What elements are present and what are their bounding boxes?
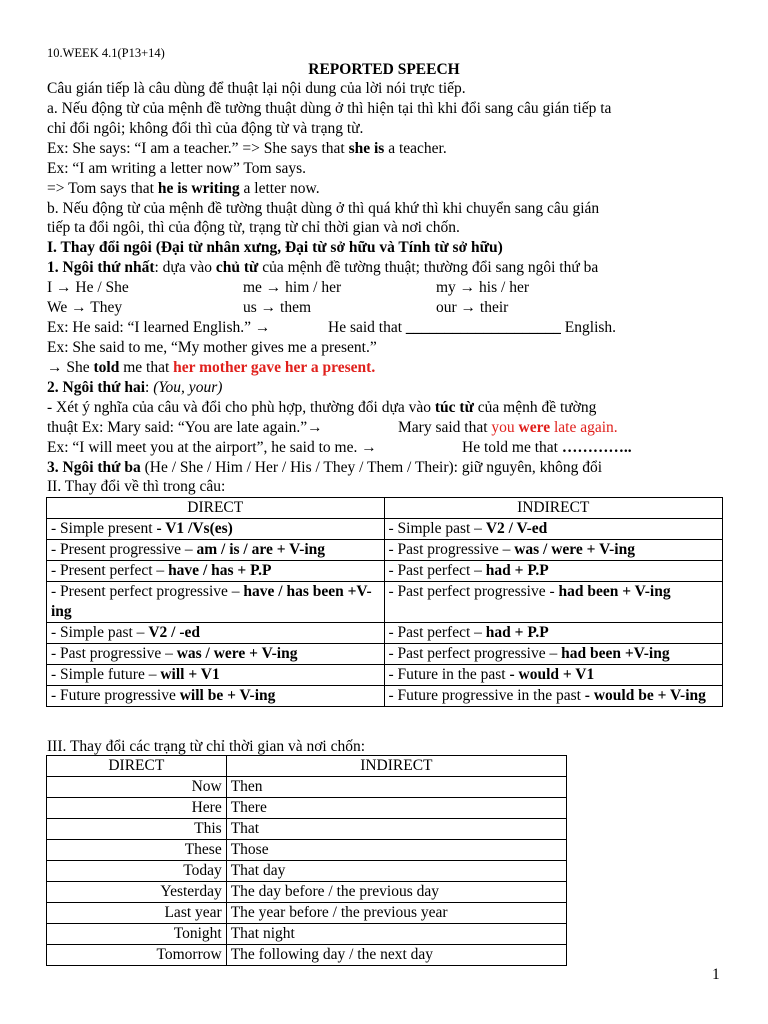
table-row: - Simple present - V1 /Vs(es) - Simple past – V2 / V-ed bbox=[47, 519, 723, 540]
table-row: - Simple future – will + V1 - Future in the past - would + V1 bbox=[47, 665, 723, 686]
pronoun-1c: my → his / her bbox=[436, 279, 529, 296]
pronoun-2b: us → them bbox=[243, 299, 312, 316]
table-row: These Those bbox=[47, 840, 567, 861]
exercise-2-answer: → She told me that her mother gave her a present. bbox=[47, 359, 376, 376]
second-person-example: thuật Ex: Mary said: “You are late again.”→ bbox=[47, 419, 323, 436]
example-2: Ex: “I am writing a letter now” Tom says. bbox=[47, 160, 307, 177]
table-row: Today That day bbox=[47, 861, 567, 882]
table-row: Tonight That night bbox=[47, 924, 567, 945]
direct-header: DIRECT bbox=[47, 498, 385, 519]
pronoun-1b: me → him / her bbox=[243, 279, 342, 296]
intro-line-1: Câu gián tiếp là câu dùng để thuật lại nội dung của lời nói trực tiếp. bbox=[47, 80, 466, 97]
adverb-table bbox=[46, 755, 567, 966]
indirect-header: INDIRECT bbox=[384, 498, 723, 519]
exercise-2: Ex: She said to me, “My mother gives me a present.” bbox=[47, 339, 377, 356]
exercise-1: Ex: He said: “I learned English.” → bbox=[47, 319, 271, 336]
exercise-1-answer: He said that ____________________ English. bbox=[328, 319, 617, 336]
section-2-heading: II. Thay đổi về thì trong câu: bbox=[47, 478, 226, 495]
first-person-rule: 1. Ngôi thứ nhất: dựa vào chủ từ của mệnh đề tường thuật; thường đổi sang ngôi thứ ba bbox=[47, 259, 599, 276]
table-row: - Simple past – V2 / -ed - Past perfect – had + P.P bbox=[47, 623, 723, 644]
section-3-heading: III. Thay đổi các trạng từ chỉ thời gian và nơi chốn: bbox=[47, 738, 366, 755]
intro-line-5: tiếp ta đổi ngôi, thì của động từ, trạng từ chỉ thời gian và nơi chốn. bbox=[47, 219, 460, 236]
pronoun-2a: We → They bbox=[47, 299, 123, 316]
table-header-row bbox=[47, 756, 567, 777]
intro-line-2: a. Nếu động từ của mệnh đề tường thuật dùng ở thì hiện tại thì khi đổi sang câu gián tiếp ta bbox=[47, 100, 612, 117]
page-number: 1 bbox=[712, 966, 720, 983]
example-3: => Tom says that he is writing a letter now. bbox=[47, 180, 320, 197]
pronoun-1a: I → He / She bbox=[47, 279, 129, 296]
intro-line-3: chỉ đổi ngôi; không đổi thì của động từ và trạng từ. bbox=[47, 120, 364, 137]
week-label: 10.WEEK 4.1(P13+14) bbox=[47, 46, 165, 60]
example-1: Ex: She says: “I am a teacher.” => She says that she is a teacher. bbox=[47, 140, 447, 157]
table-row: - Past progressive – was / were + V-ing - Past perfect progressive – had been +V-ing bbox=[47, 644, 723, 665]
table-row: - Present perfect – have / has + P.P - Past perfect – had + P.P bbox=[47, 561, 723, 582]
second-person-rule: - Xét ý nghĩa của câu và đổi cho phù hợp, thường đổi dựa vào túc từ của mệnh đề tường bbox=[47, 399, 597, 416]
page-title: REPORTED SPEECH bbox=[308, 61, 460, 78]
third-person-rule: 3. Ngôi thứ ba (He / She / Him / Her / His / They / Them / Their): giữ nguyên, không đổi bbox=[47, 459, 603, 476]
table-header-row bbox=[47, 498, 723, 519]
pronoun-2c: our → their bbox=[436, 299, 509, 316]
table-row: This That bbox=[47, 819, 567, 840]
second-person-exercise-answer: He told me that ………….. bbox=[462, 439, 632, 456]
table-row: - Future progressive will be + V-ing - Future progressive in the past - would be + V-ing bbox=[47, 686, 723, 707]
section-1-heading: I. Thay đổi ngôi (Đại từ nhân xưng, Đại từ sở hữu và Tính từ sở hữu) bbox=[47, 239, 503, 256]
table-row: Tomorrow The following day / the next day bbox=[47, 945, 567, 966]
table-row: - Present progressive – am / is / are + V-ing - Past progressive – was / were + V-ing bbox=[47, 540, 723, 561]
table-row: - Present perfect progressive – have / has been +V-ing - Past perfect progressive - had been + V-ing bbox=[47, 582, 723, 623]
table-row: Yesterday The day before / the previous day bbox=[47, 882, 567, 903]
second-person-heading: 2. Ngôi thứ hai: (You, your) bbox=[47, 379, 223, 396]
tense-table bbox=[46, 497, 723, 707]
table-row: Now Then bbox=[47, 777, 567, 798]
direct-header: DIRECT bbox=[47, 756, 227, 777]
second-person-answer: Mary said that you were late again. bbox=[398, 419, 618, 436]
table-row: Last year The year before / the previous year bbox=[47, 903, 567, 924]
table-row: Here There bbox=[47, 798, 567, 819]
second-person-exercise: Ex: “I will meet you at the airport”, he said to me. → bbox=[47, 439, 377, 456]
intro-line-4: b. Nếu động từ của mệnh đề tường thuật dùng ở thì quá khứ thì khi chuyển sang câu gián bbox=[47, 200, 600, 217]
indirect-header: INDIRECT bbox=[226, 756, 566, 777]
